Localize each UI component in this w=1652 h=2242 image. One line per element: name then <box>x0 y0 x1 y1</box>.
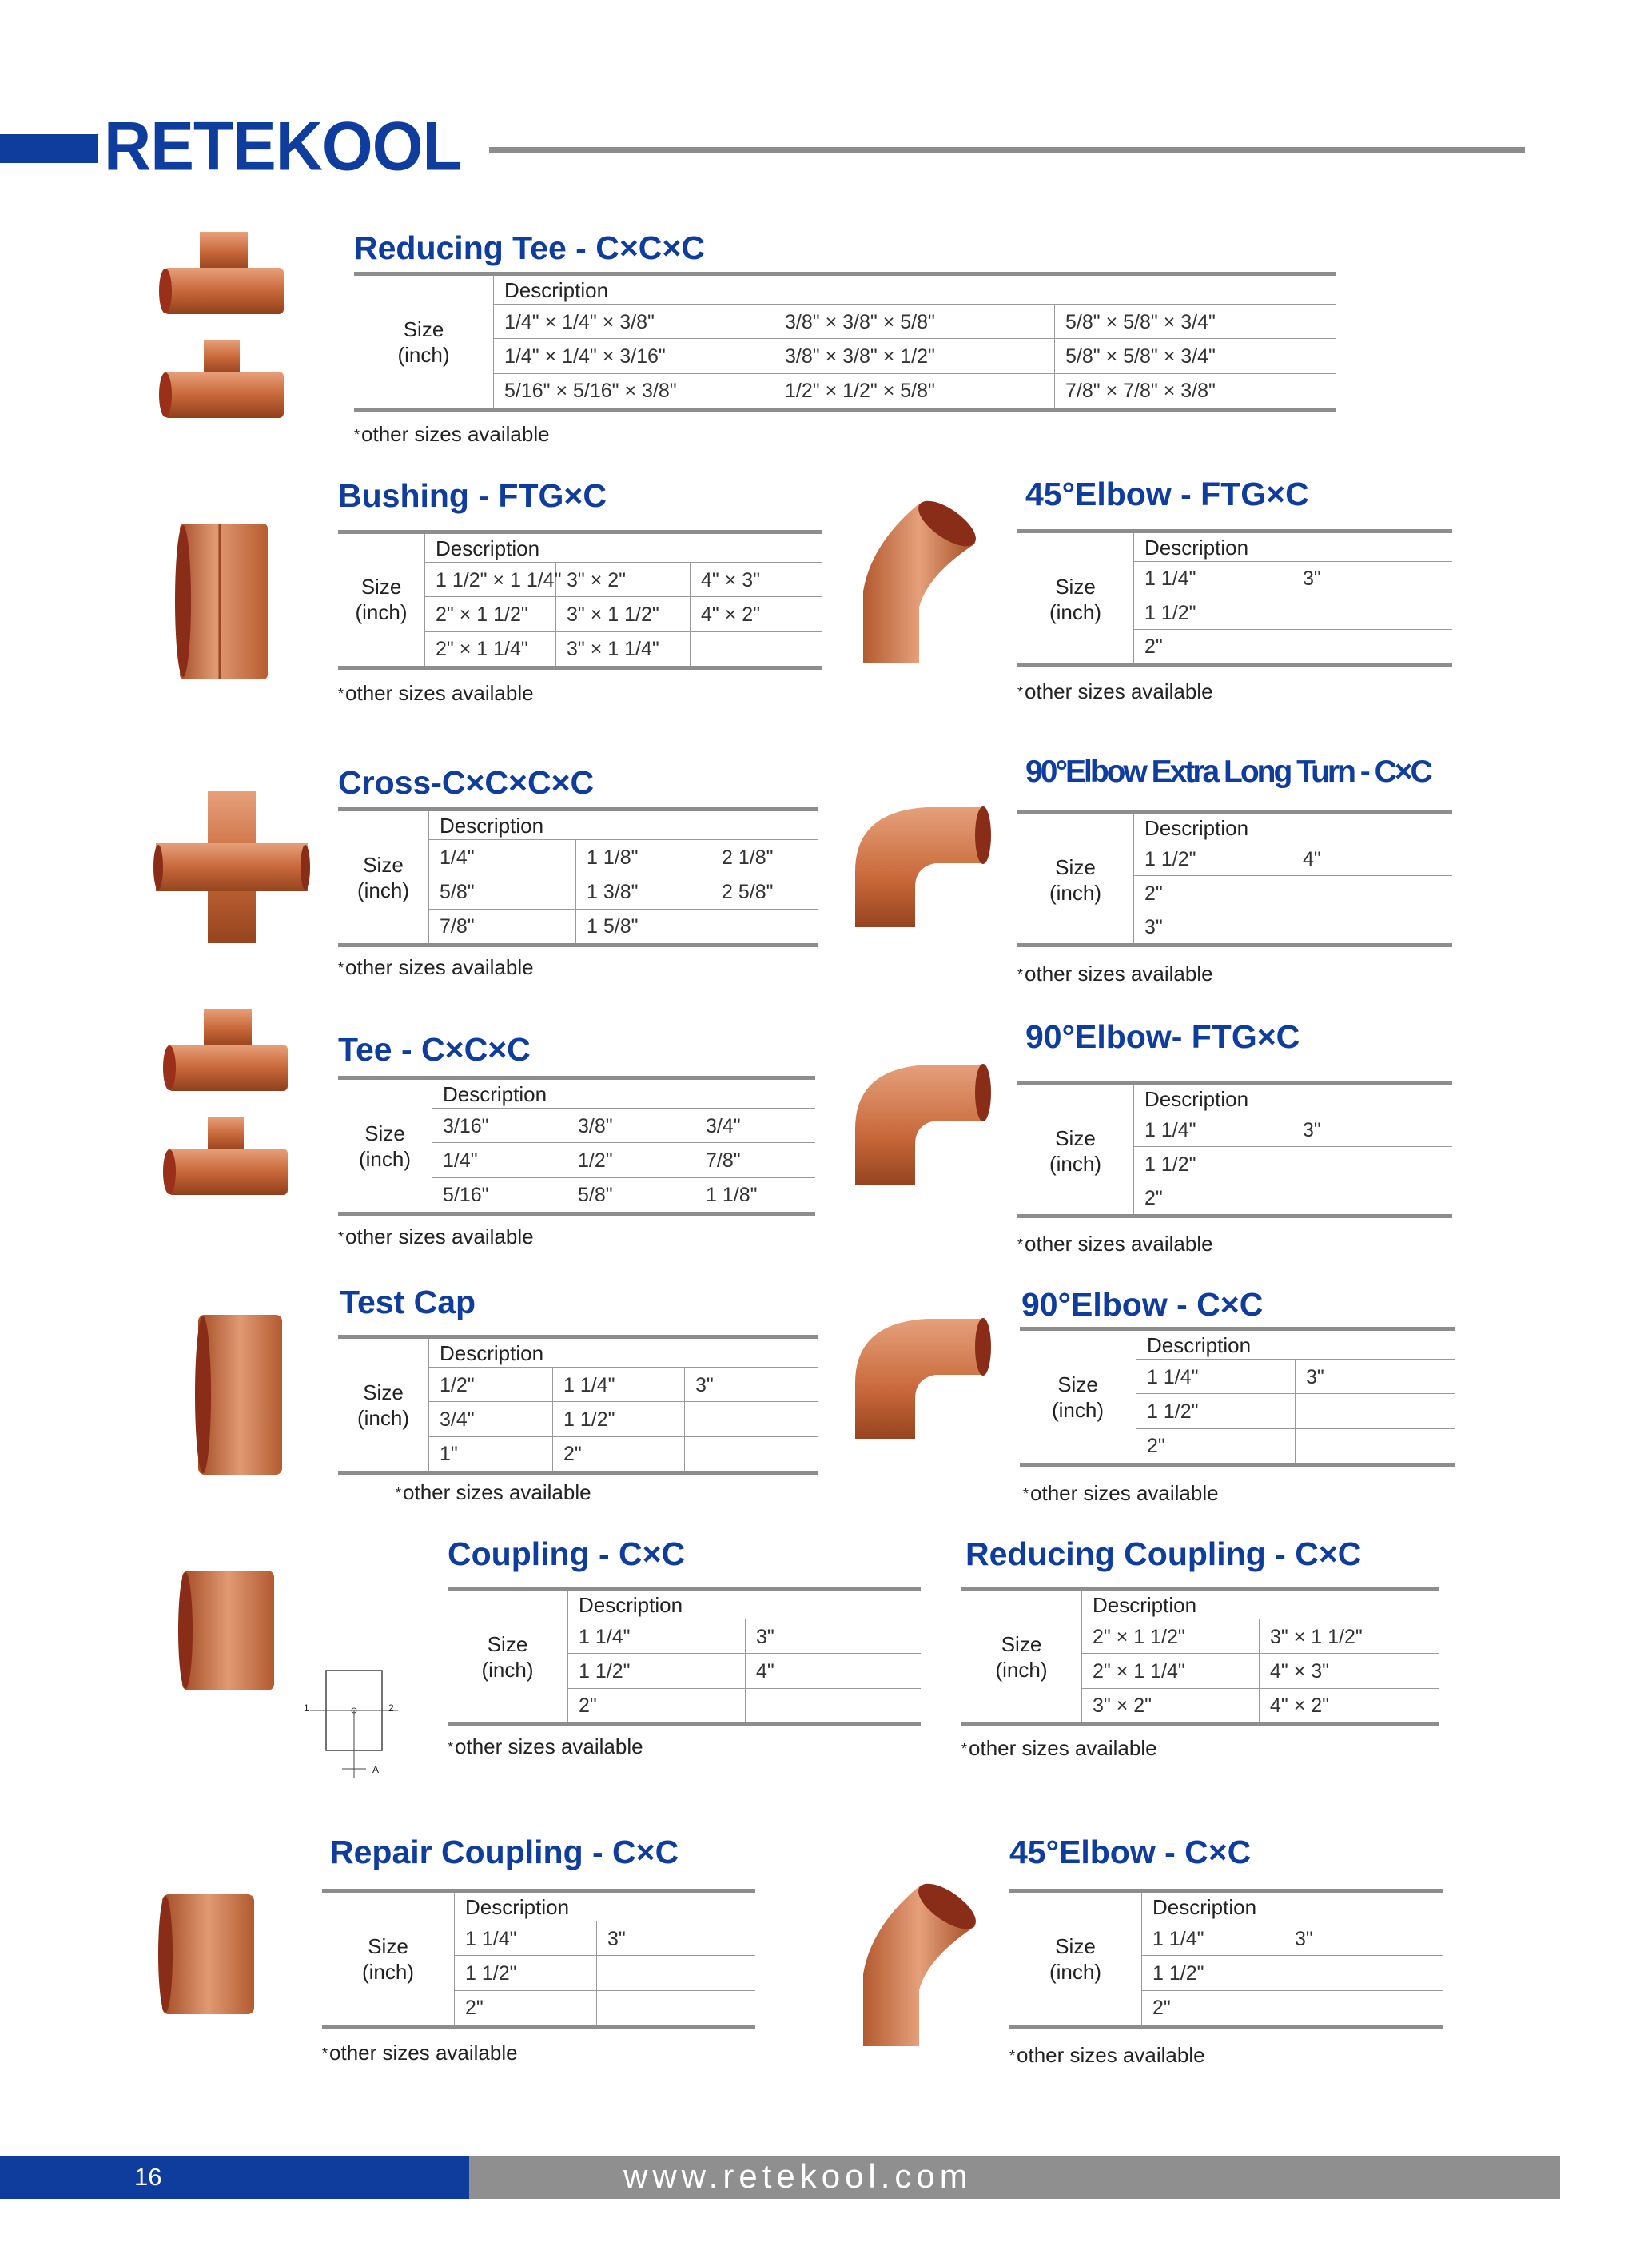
brand-logo: RETEKOOL <box>104 108 462 185</box>
note-text: other sizes available <box>345 955 534 979</box>
table-divider <box>1136 1359 1455 1360</box>
note-star: * <box>338 960 344 976</box>
footer-blue-band <box>0 2156 469 2199</box>
table-divider <box>428 1401 818 1402</box>
size-unit-line: (inch) <box>1049 1152 1101 1176</box>
note-star: * <box>338 1229 344 1245</box>
table-bottom-rule <box>1009 2025 1443 2029</box>
note-text: other sizes available <box>1025 1232 1213 1256</box>
elbow-90-long-turn-icon <box>847 799 991 939</box>
size-cell: 3" × 2" <box>1093 1694 1152 1718</box>
table-divider <box>432 1108 815 1109</box>
size-cell: 7/8" × 7/8" × 3/8" <box>1065 380 1216 403</box>
availability-note <box>338 681 534 706</box>
size-unit-line: (inch) <box>1049 600 1101 624</box>
size-table <box>338 530 822 670</box>
availability-note <box>1017 962 1213 986</box>
description-header: Description <box>504 278 609 302</box>
website-url[interactable]: www.retekool.com <box>623 2157 973 2195</box>
table-divider <box>1133 1146 1452 1147</box>
note-text: other sizes available <box>403 1480 591 1504</box>
size-cell: 2" <box>1147 1435 1165 1458</box>
note-star: * <box>322 2045 328 2061</box>
table-bottom-rule <box>1020 1463 1455 1467</box>
table-divider <box>552 1367 553 1471</box>
note-text: other sizes available <box>345 681 534 705</box>
size-label-line: Size <box>1057 1372 1098 1396</box>
bushing-icon <box>172 520 276 691</box>
note-star: * <box>448 1739 454 1755</box>
size-cell: 3" <box>756 1625 774 1648</box>
size-cell: 1 1/2" × 1 1/4" <box>436 568 562 591</box>
table-divider <box>575 839 576 943</box>
size-cell: 4" × 3" <box>1270 1660 1330 1682</box>
size-label <box>961 1631 1081 1682</box>
table-divider <box>432 1142 815 1143</box>
size-label <box>448 1631 567 1682</box>
size-label <box>338 574 424 625</box>
size-label-line: Size <box>363 1380 404 1404</box>
section-title: Tee - C×C×C <box>338 1031 531 1068</box>
table-divider <box>1295 1359 1296 1463</box>
table-divider <box>424 631 822 632</box>
size-cell: 3" <box>1306 1365 1324 1388</box>
table-divider <box>1136 1393 1455 1394</box>
size-label-line: Size <box>1001 1632 1042 1656</box>
size-table <box>1017 1081 1452 1218</box>
diagram-label: 2 <box>388 1702 394 1714</box>
size-label-line: Size <box>403 317 444 341</box>
size-cell: 1 1/8" <box>706 1184 758 1207</box>
note-text: other sizes available <box>1025 962 1213 986</box>
note-star: * <box>338 686 344 702</box>
header-rule <box>489 147 1525 153</box>
table-top-rule <box>338 1076 815 1080</box>
size-cell: 1 1/2" <box>1152 1962 1204 1985</box>
table-top-rule <box>1017 810 1452 814</box>
table-divider <box>493 373 1336 374</box>
diagram-label: 1 <box>304 1702 309 1714</box>
size-unit-line: (inch) <box>356 1406 409 1430</box>
size-cell: 2" <box>1144 635 1163 658</box>
test-cap-icon <box>192 1311 288 1483</box>
note-star: * <box>1009 2048 1016 2064</box>
table-top-rule <box>1020 1327 1455 1331</box>
table-bottom-rule <box>338 1471 818 1475</box>
availability-note <box>961 1736 1157 1761</box>
size-cell: 5/8" × 5/8" × 3/4" <box>1065 310 1216 333</box>
size-label-line: Size <box>487 1632 528 1656</box>
table-divider <box>1054 304 1055 408</box>
size-label <box>354 317 493 368</box>
table-divider <box>1133 629 1452 630</box>
table-divider <box>493 276 494 408</box>
table-divider <box>1081 1591 1082 1722</box>
size-label-line: Size <box>364 1121 405 1145</box>
table-top-rule <box>1017 529 1452 533</box>
size-unit-line: (inch) <box>361 1960 414 1984</box>
size-cell: 3" × 1 1/2" <box>1270 1625 1363 1648</box>
note-text: other sizes available <box>1025 679 1213 703</box>
size-cell: 3" <box>1295 1927 1313 1950</box>
table-divider <box>1133 533 1134 663</box>
size-cell: 4" <box>1303 848 1321 871</box>
table-divider <box>493 304 1336 305</box>
size-cell: 2" <box>465 1997 484 2020</box>
coupling-icon <box>176 1567 280 1698</box>
size-cell: 1 1/2" <box>579 1660 631 1682</box>
size-cell: 5/16" × 5/16" × 3/8" <box>504 380 677 403</box>
table-divider <box>428 909 818 910</box>
size-cell: 3" <box>695 1373 714 1396</box>
table-divider <box>454 1990 755 1991</box>
size-cell: 2" <box>1144 1186 1163 1209</box>
size-unit-line: (inch) <box>356 878 409 902</box>
table-divider <box>1141 1955 1443 1956</box>
size-cell: 5/16" <box>443 1184 489 1207</box>
availability-note <box>322 2041 518 2065</box>
size-unit-line: (inch) <box>995 1658 1048 1682</box>
table-bottom-rule <box>322 2025 755 2029</box>
size-label-line: Size <box>1055 575 1096 599</box>
size-cell: 1 1/2" <box>1144 848 1196 871</box>
size-unit-line: (inch) <box>1051 1398 1104 1422</box>
elbow-45-cc-icon <box>847 1878 991 2058</box>
section-title: 90°Elbow- FTG×C <box>1025 1018 1300 1055</box>
size-cell: 3" × 2" <box>567 568 627 591</box>
size-table <box>322 1889 755 2029</box>
section-title: Repair Coupling - C×C <box>330 1834 679 1870</box>
cross-icon <box>152 787 312 951</box>
table-divider <box>428 1339 429 1471</box>
table-divider <box>1133 561 1452 562</box>
table-bottom-rule <box>1017 1214 1452 1218</box>
page-number: 16 <box>134 2163 162 2191</box>
description-header: Description <box>1147 1333 1252 1357</box>
size-cell: 3" <box>607 1927 626 1950</box>
size-label-line: Size <box>363 853 404 877</box>
size-cell: 2" × 1 1/2" <box>1093 1625 1185 1648</box>
table-divider <box>567 1653 921 1654</box>
size-table <box>448 1587 921 1726</box>
note-star: * <box>1017 966 1024 982</box>
size-cell: 1 1/2" <box>1144 601 1196 624</box>
size-cell: 1 1/4" <box>579 1625 631 1648</box>
size-unit-line: (inch) <box>1049 1960 1101 1984</box>
size-table <box>1020 1327 1455 1467</box>
size-cell: 4" × 3" <box>701 568 761 591</box>
size-label <box>338 1121 432 1172</box>
table-divider <box>1081 1653 1439 1654</box>
size-cell: 2" <box>1152 1997 1171 2020</box>
table-divider <box>690 562 691 666</box>
size-label-line: Size <box>1055 1126 1096 1150</box>
size-cell: 2" <box>579 1694 597 1718</box>
size-cell: 1/2" <box>440 1373 475 1396</box>
note-star: * <box>1023 1486 1029 1502</box>
size-cell: 1 1/4" <box>1144 567 1196 591</box>
size-cell: 1 1/8" <box>587 846 639 869</box>
size-cell: 1/2" × 1/2" × 5/8" <box>785 380 935 403</box>
note-star: * <box>961 1741 968 1757</box>
table-bottom-rule <box>1017 663 1452 667</box>
availability-note <box>338 955 534 980</box>
description-header: Description <box>440 814 544 838</box>
note-star: * <box>1017 684 1024 700</box>
availability-note <box>1023 1481 1219 1506</box>
description-header: Description <box>440 1341 544 1365</box>
note-star: * <box>354 427 360 443</box>
table-top-rule <box>1009 1889 1443 1893</box>
availability-note <box>1009 2043 1205 2068</box>
description-header: Description <box>1152 1895 1257 1919</box>
table-bottom-rule <box>961 1722 1439 1726</box>
description-header: Description <box>1144 1087 1249 1111</box>
note-star: * <box>1017 1236 1024 1252</box>
table-divider <box>1133 814 1134 943</box>
size-cell: 7/8" <box>706 1149 741 1172</box>
size-table <box>338 1335 818 1475</box>
size-table <box>961 1587 1439 1726</box>
elbow-90-ftg-icon <box>847 1057 991 1197</box>
size-unit-line: (inch) <box>355 600 408 624</box>
size-cell: 3/16" <box>443 1114 489 1137</box>
table-bottom-rule <box>338 943 818 947</box>
section-title: 90°Elbow Extra Long Turn - C×C <box>1025 755 1431 789</box>
note-star: * <box>396 1485 402 1501</box>
size-cell: 1 1/4" <box>1147 1365 1199 1388</box>
availability-note <box>338 1225 534 1249</box>
table-top-rule <box>448 1587 921 1591</box>
size-cell: 2" × 1 1/4" <box>436 638 528 661</box>
size-cell: 1" <box>440 1443 458 1466</box>
size-cell: 5/8" <box>578 1184 613 1207</box>
note-text: other sizes available <box>1017 2043 1205 2067</box>
size-cell: 1 1/4" <box>465 1927 517 1950</box>
size-cell: 3/8" × 3/8" × 1/2" <box>785 345 935 368</box>
size-cell: 4" × 2" <box>1270 1694 1330 1718</box>
size-label <box>338 852 428 903</box>
repair-coupling-icon <box>156 1890 260 2022</box>
table-divider <box>684 1367 685 1471</box>
availability-note <box>354 422 550 447</box>
header-accent-bar <box>0 134 98 163</box>
table-divider <box>493 338 1336 339</box>
size-cell: 1 5/8" <box>587 915 639 938</box>
note-text: other sizes available <box>361 422 550 446</box>
table-bottom-rule <box>338 1212 815 1216</box>
description-header: Description <box>465 1895 570 1919</box>
size-cell: 1 1/2" <box>1144 1153 1196 1176</box>
size-unit-line: (inch) <box>358 1147 411 1171</box>
table-top-rule <box>338 807 818 811</box>
size-cell: 1/4" <box>440 846 475 869</box>
size-cell: 1 1/2" <box>563 1408 615 1431</box>
description-header: Description <box>1144 536 1249 560</box>
size-cell: 3" <box>1303 1119 1321 1142</box>
section-title: 45°Elbow - C×C <box>1009 1834 1252 1870</box>
size-label <box>338 1380 428 1431</box>
elbow-90-icon <box>847 1311 991 1451</box>
table-divider <box>1081 1688 1439 1689</box>
table-divider <box>424 534 425 666</box>
description-header: Description <box>1144 816 1249 840</box>
size-cell: 7/8" <box>440 915 475 938</box>
size-cell: 3/8" × 3/8" × 5/8" <box>785 310 935 333</box>
availability-note <box>396 1480 591 1505</box>
table-divider <box>428 839 818 840</box>
size-cell: 1/4" <box>443 1149 478 1172</box>
table-divider <box>1133 1085 1134 1214</box>
table-divider <box>567 1591 568 1722</box>
note-text: other sizes available <box>455 1734 643 1758</box>
size-label-line: Size <box>360 575 402 599</box>
size-cell: 1 1/2" <box>465 1962 517 1985</box>
size-cell: 1 1/4" <box>1152 1927 1204 1950</box>
table-divider <box>428 811 429 943</box>
note-text: other sizes available <box>345 1225 534 1248</box>
description-header: Description <box>443 1082 547 1106</box>
size-cell: 3" × 1 1/2" <box>567 603 659 626</box>
table-bottom-rule <box>354 408 1336 412</box>
availability-note <box>1017 679 1213 704</box>
size-label <box>1009 1933 1141 1985</box>
coupling-dimension-diagram <box>304 1667 398 1786</box>
size-cell: 1/4" × 1/4" × 3/8" <box>504 310 655 333</box>
note-text: other sizes available <box>1030 1481 1219 1505</box>
availability-note <box>1017 1232 1213 1256</box>
description-header: Description <box>436 536 540 560</box>
diagram-drawing <box>310 1667 398 1786</box>
size-table <box>338 1076 815 1216</box>
note-text: other sizes available <box>329 2041 518 2065</box>
section-title: Coupling - C×C <box>448 1535 686 1572</box>
size-label <box>1017 854 1133 906</box>
size-label <box>1020 1372 1136 1423</box>
table-top-rule <box>961 1587 1439 1591</box>
size-cell: 2" × 1 1/2" <box>436 603 528 626</box>
size-unit-line: (inch) <box>397 343 450 367</box>
table-divider <box>454 1955 755 1956</box>
size-table <box>1009 1889 1443 2029</box>
table-top-rule <box>338 530 822 534</box>
size-cell: 3" <box>1144 915 1163 938</box>
size-cell: 2 5/8" <box>722 881 774 903</box>
table-bottom-rule <box>448 1722 921 1726</box>
section-title: Bushing - FTG×C <box>338 477 607 514</box>
table-top-rule <box>1017 1081 1452 1085</box>
size-cell: 2 1/8" <box>722 846 774 869</box>
section-title: Test Cap <box>340 1284 476 1320</box>
table-divider <box>454 1893 455 2025</box>
table-divider <box>428 1367 818 1368</box>
table-divider <box>424 596 822 597</box>
table-divider <box>596 1921 597 2025</box>
reducing-tee-icon <box>156 232 296 436</box>
size-unit-line: (inch) <box>1049 881 1101 905</box>
table-divider <box>424 562 822 563</box>
size-label-line: Size <box>1055 855 1096 879</box>
section-title: 90°Elbow - C×C <box>1021 1286 1264 1323</box>
table-divider <box>1133 875 1452 876</box>
table-divider <box>1141 1990 1443 1991</box>
size-cell: 3/8" <box>578 1114 613 1137</box>
size-table <box>338 807 818 947</box>
section-title: Reducing Tee - C×C×C <box>354 229 705 266</box>
size-table <box>1017 810 1452 947</box>
table-divider <box>1136 1428 1455 1429</box>
table-top-rule <box>338 1335 818 1339</box>
size-cell: 4" × 2" <box>701 603 761 626</box>
size-cell: 1/2" <box>578 1149 613 1172</box>
size-cell: 3/4" <box>440 1408 475 1431</box>
table-bottom-rule <box>338 666 822 670</box>
size-label <box>1017 574 1133 625</box>
table-bottom-rule <box>1017 943 1452 947</box>
table-divider <box>745 1619 746 1722</box>
section-title: Reducing Coupling - C×C <box>965 1535 1362 1572</box>
size-label-line: Size <box>1055 1934 1096 1958</box>
size-table <box>354 272 1336 412</box>
table-divider <box>1259 1619 1260 1722</box>
diagram-label: A <box>372 1764 380 1775</box>
description-header: Description <box>1093 1593 1197 1617</box>
table-divider <box>1141 1893 1142 2025</box>
size-cell: 1 1/4" <box>563 1373 615 1396</box>
table-divider <box>432 1177 815 1178</box>
size-cell: 5/8" <box>440 881 475 903</box>
size-cell: 1/4" × 1/4" × 3/16" <box>504 345 666 368</box>
size-cell: 3" × 1 1/4" <box>567 638 659 661</box>
table-top-rule <box>322 1889 755 1893</box>
size-cell: 1 1/2" <box>1147 1400 1199 1423</box>
size-cell: 1 3/8" <box>587 881 639 903</box>
size-label <box>322 1933 454 1985</box>
size-table <box>1017 529 1452 667</box>
table-divider <box>567 1688 921 1689</box>
table-top-rule <box>354 272 1336 276</box>
size-cell: 3/4" <box>706 1114 741 1137</box>
size-unit-line: (inch) <box>481 1658 534 1682</box>
tee-icon <box>160 1009 300 1213</box>
note-text: other sizes available <box>969 1736 1157 1760</box>
size-label-line: Size <box>368 1934 408 1958</box>
size-cell: 2" × 1 1/4" <box>1093 1660 1185 1682</box>
size-cell: 2" <box>1144 882 1163 905</box>
size-cell: 5/8" × 5/8" × 3/4" <box>1065 345 1216 368</box>
size-cell: 4" <box>756 1660 774 1682</box>
table-divider <box>428 1436 818 1437</box>
elbow-45-icon <box>847 496 991 675</box>
availability-note <box>448 1734 643 1759</box>
size-cell: 1 1/4" <box>1144 1119 1196 1142</box>
section-title: Cross-C×C×C×C <box>338 764 595 801</box>
size-cell: 2" <box>563 1443 582 1466</box>
section-title: 45°Elbow - FTG×C <box>1025 476 1309 512</box>
size-label <box>1017 1125 1133 1177</box>
size-cell: 3" <box>1303 567 1321 591</box>
description-header: Description <box>579 1593 683 1617</box>
